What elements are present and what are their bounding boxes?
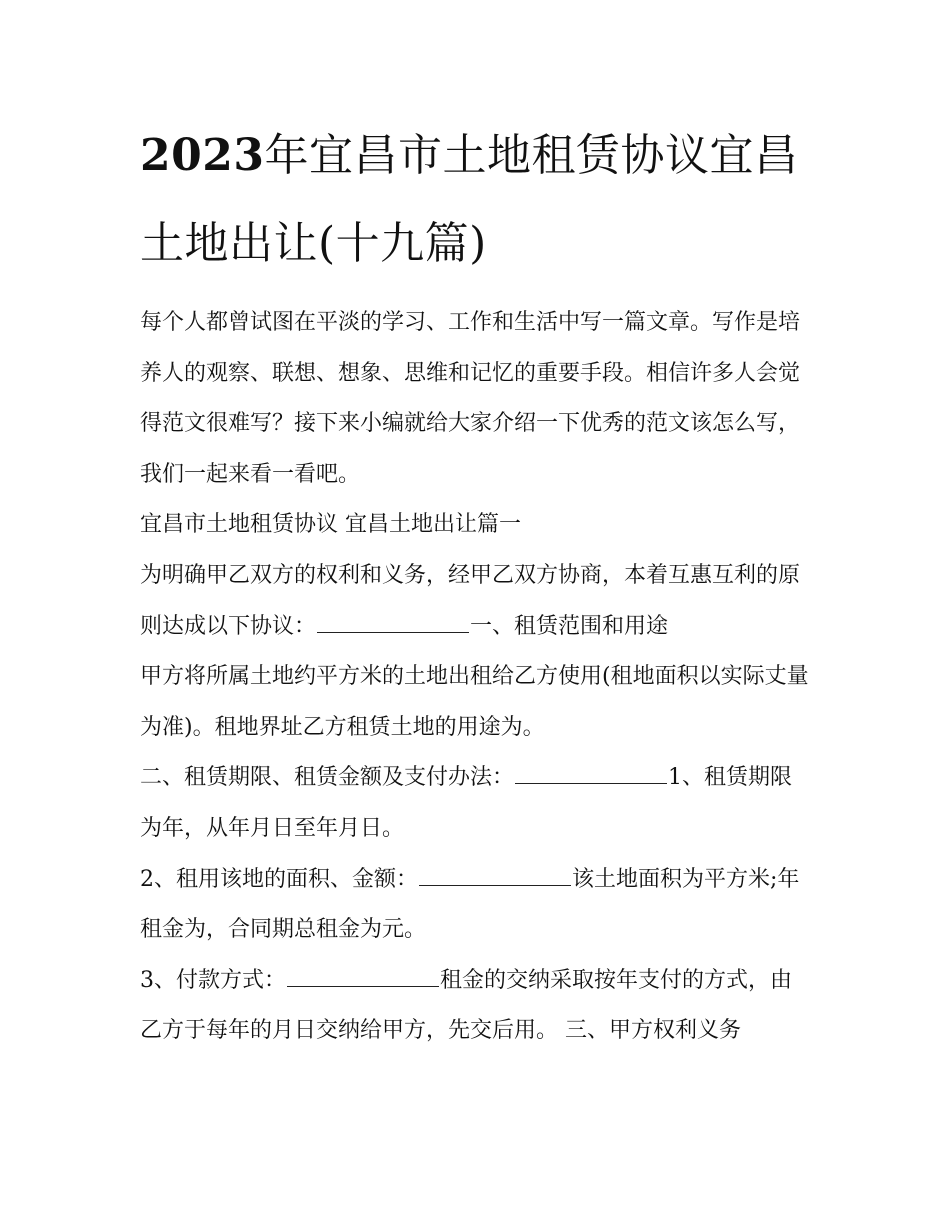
lease-area-text: 该土地面积为平方米;年租金为，合同期总租金为元。 — [140, 866, 800, 943]
fill-in-blank — [419, 865, 571, 886]
preamble-text: 为明确甲乙双方的权利和义务，经甲乙双方协商，本着互惠互利的原则达成以下协议： — [140, 562, 801, 639]
section-one-heading: 一、租赁范围和用途 — [470, 613, 669, 639]
lease-area-paragraph — [140, 855, 812, 956]
section-heading: 宜昌市土地租赁协议 宜昌土地出让篇一 — [140, 512, 521, 538]
payment-paragraph — [140, 956, 812, 1057]
payment-text: 租金的交纳采取按年支付的方式，由乙方于每年的月日交纳给甲方，先交后用。 三、甲方权利义务 — [140, 967, 793, 1044]
document-page — [140, 112, 812, 1057]
fill-in-blank — [317, 612, 469, 633]
title-year: 2023 — [140, 130, 265, 181]
lease-term-text: 1、租赁期限为年，从年月日至年月日。 — [140, 765, 793, 841]
lease-scope-paragraph: 甲方将所属土地约平方米的土地出租给乙方使用(租地面积以实际丈量为准)。租地界址乙方租赁土地的用途为。 — [140, 664, 809, 740]
lease-term-heading: 二、租赁期限、租赁金额及支付办法： — [140, 765, 515, 791]
intro-paragraph: 每个人都曾试图在平淡的学习、工作和生活中写一篇文章。写作是培养人的观察、联想、想象、思维和记忆的重要手段。相信许多人会觉得范文很难写？接下来小编就给大家介绍一下优秀的范文该怎么写，我们一起来看一看吧。 — [140, 310, 801, 487]
fill-in-blank — [515, 763, 667, 784]
document-title — [140, 112, 812, 288]
lease-area-heading: 2、租用该地的面积、金额： — [140, 866, 418, 892]
title-text: 年宜昌市土地租赁协议宜昌土地出让(十九篇) — [140, 130, 799, 269]
lease-term-paragraph — [140, 753, 812, 854]
payment-heading: 3、付款方式： — [140, 967, 286, 993]
agreement-preamble — [140, 551, 812, 652]
fill-in-blank — [287, 966, 439, 987]
document-body — [140, 298, 812, 1057]
